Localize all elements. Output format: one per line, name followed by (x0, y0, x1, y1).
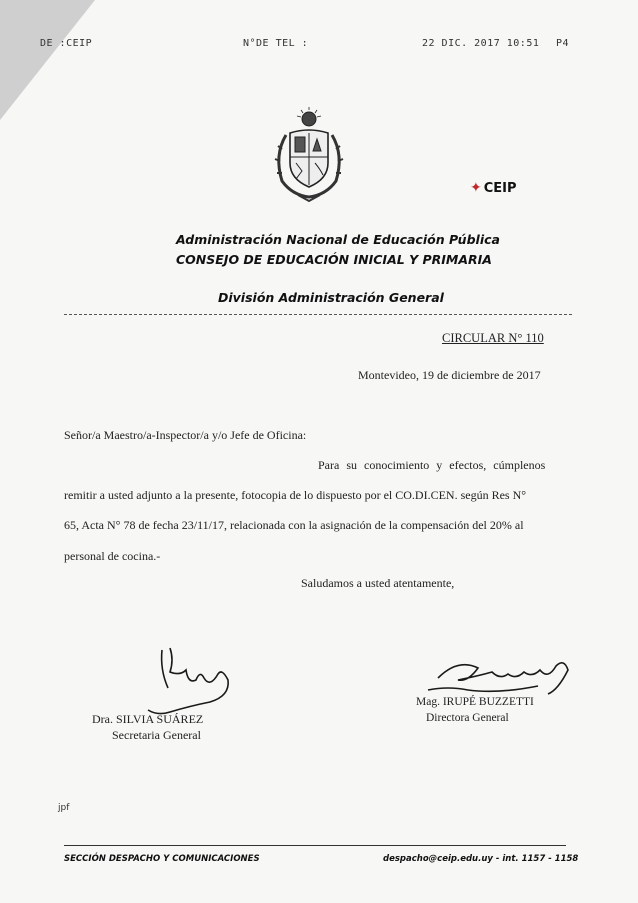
ceip-logo-text: CEIP (483, 180, 517, 196)
fax-telephone: N°DE TEL : (243, 38, 309, 49)
letterhead-division: División Administración General (218, 290, 444, 305)
fax-page-number: P4 (556, 38, 570, 49)
body-line-1: Para su conocimiento y efectos, cúmplenos (318, 458, 546, 472)
body-line-3: 65, Acta N° 78 de fecha 23/11/17, relacionada con la asignación de la compensación del 20% al (64, 518, 524, 532)
circular-number: CIRCULAR N° 110 (442, 331, 544, 345)
addressee: Señor/a Maestro/a-Inspector/a y/o Jefe de Oficina: (64, 428, 307, 442)
fax-sender: DE :CEIP (40, 38, 93, 49)
body-line-4: personal de cocina.- (64, 549, 161, 563)
footer-divider (64, 845, 566, 846)
place-and-date: Montevideo, 19 de diciembre de 2017 (358, 368, 541, 382)
body-line-2: remitir a usted adjunto a la presente, fotocopia de lo dispuesto por el CO.DI.CEN. según Res N° (64, 488, 527, 502)
signatory-right-role: Directora General (426, 712, 509, 724)
ceip-logo (470, 180, 517, 196)
letterhead-line-2: CONSEJO DE EDUCACIÓN INICIAL Y PRIMARIA (176, 252, 492, 267)
fax-datetime: 22 DIC. 2017 10:51 (422, 38, 540, 49)
ceip-mark-icon: ✦ (470, 180, 482, 196)
uruguay-coat-of-arms-icon (268, 105, 350, 203)
signatory-left-role: Secretaria General (112, 728, 201, 742)
typist-initials: jpf (58, 803, 70, 813)
footer-contact: despacho@ceip.edu.uy - int. 1157 - 1158 (383, 854, 579, 864)
signatory-right-name: Mag. IRUPÉ BUZZETTI (416, 696, 534, 708)
header-divider (64, 314, 572, 315)
closing-salutation: Saludamos a usted atentamente, (301, 576, 455, 590)
folded-corner (0, 0, 95, 120)
letterhead-line-1: Administración Nacional de Educación Pública (176, 232, 500, 247)
footer-department: SECCIÓN DESPACHO Y COMUNICACIONES (64, 854, 260, 864)
signatory-left-name: Dra. SILVIA SUÁREZ (92, 712, 204, 726)
signature-right-image (408, 650, 578, 720)
signature-left-image (140, 640, 260, 720)
